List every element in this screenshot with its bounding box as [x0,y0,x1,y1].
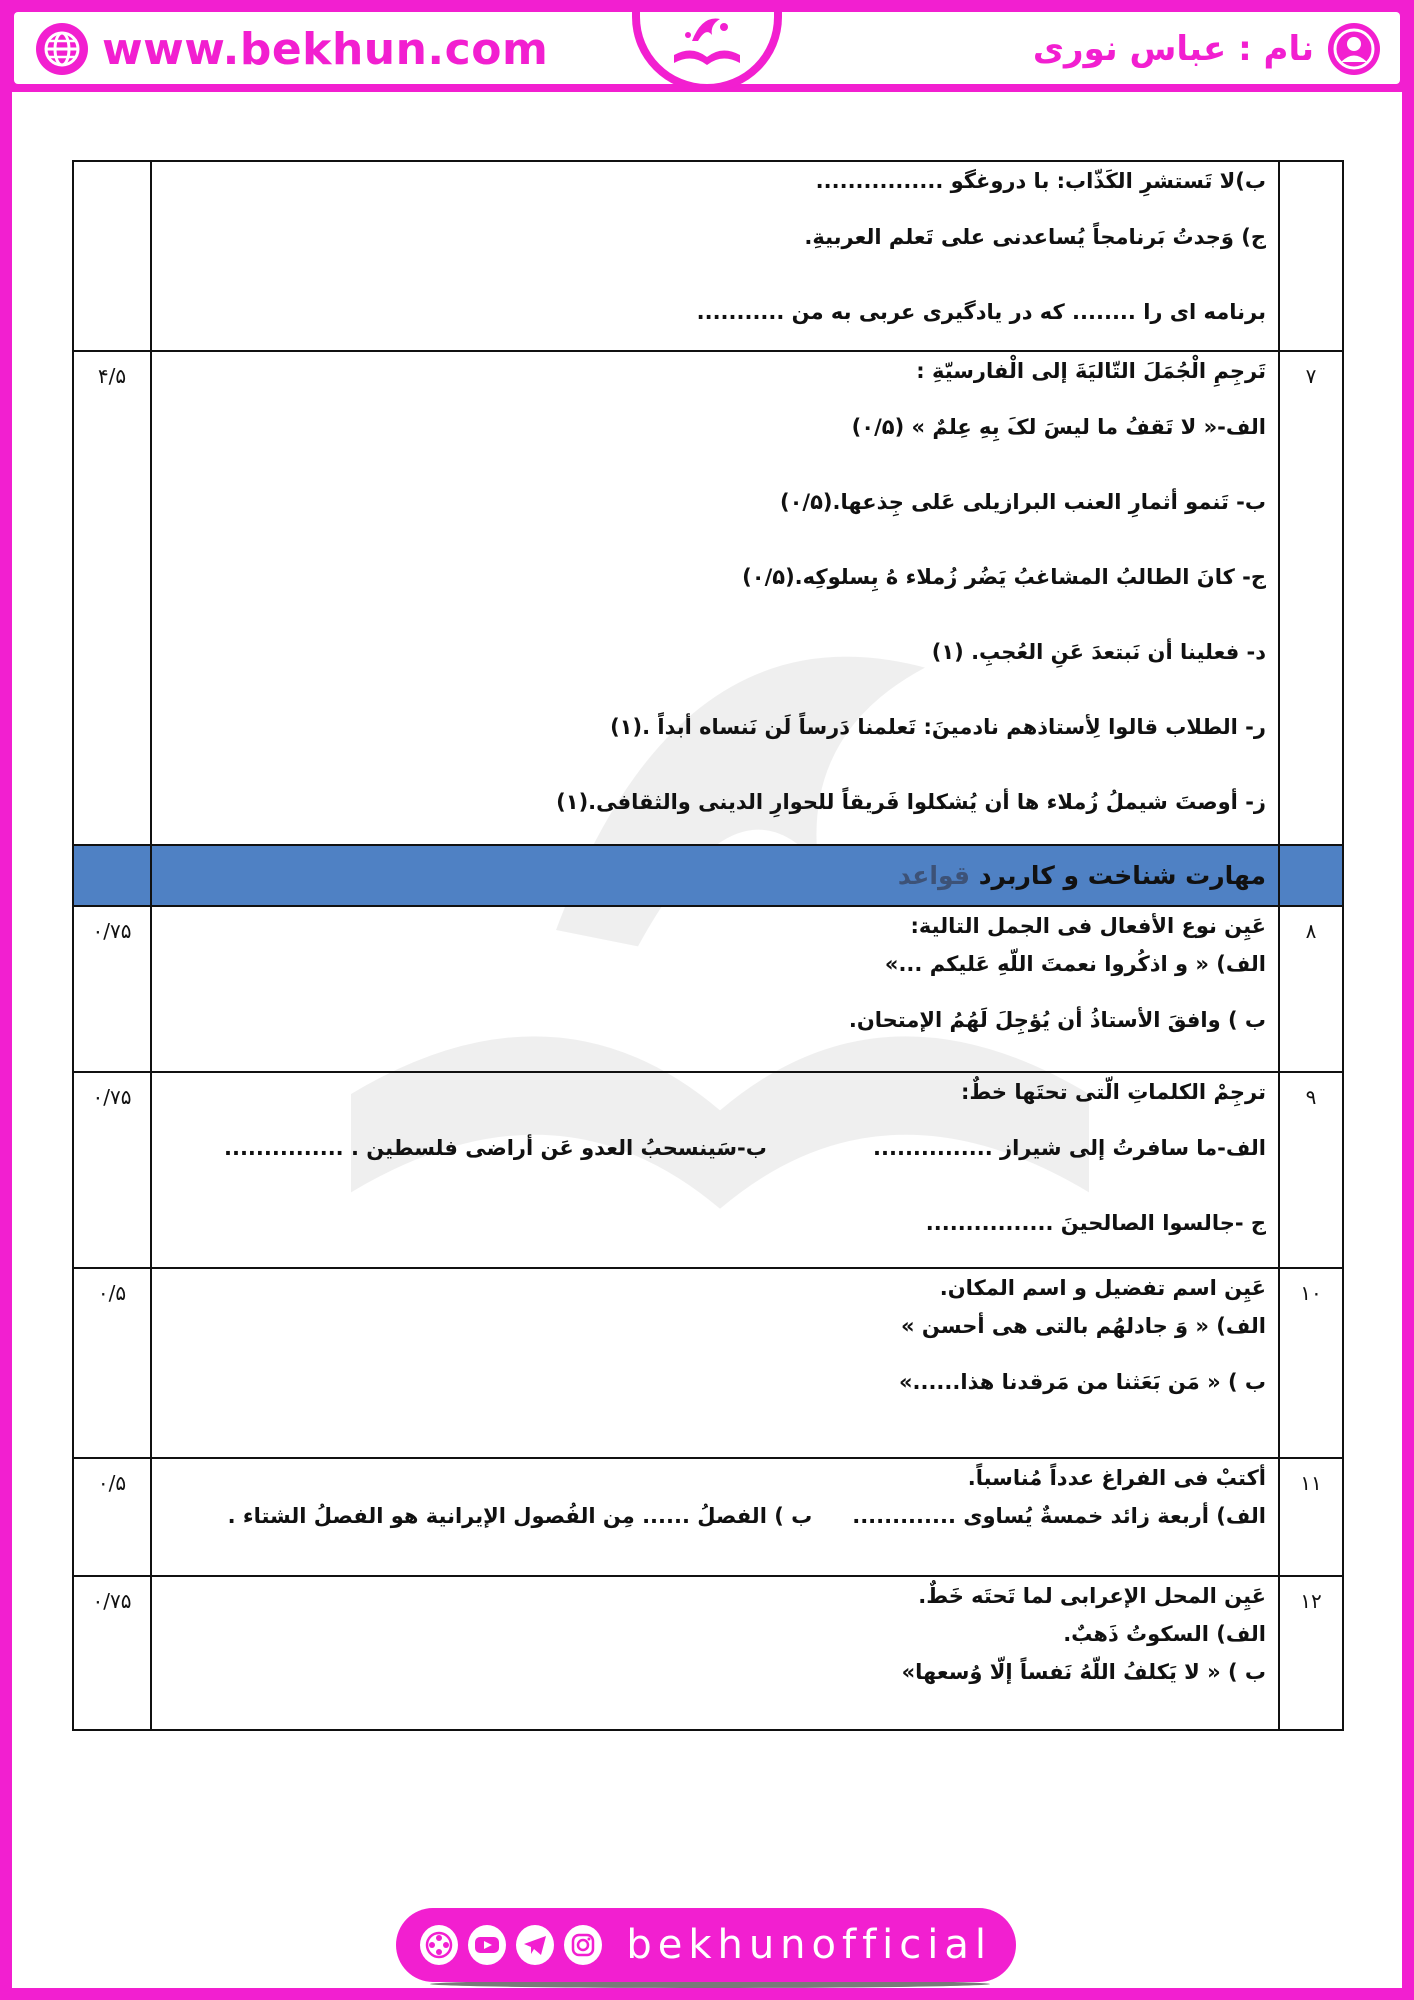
question-part-b: ب-سَینسحبُ العدو عَن أراضی فلسطین . ............... [224,1136,767,1161]
question-line: ج) وَجدتُ بَرنامجاً یُساعدنی علی تَعلم العربیةِ. [804,225,1266,250]
question-title: ترجِمْ الکلماتِ الّتی تحتَها خطٌ: [961,1079,1266,1104]
question-line [164,1111,1266,1186]
question-line: الف) السکوتُ ذَهبٌ. [1063,1621,1266,1646]
question-score: ۰/۵ [73,1458,151,1576]
question-content [151,1268,1279,1458]
section-title-text: مهارت شناخت و کاربرد [978,860,1266,890]
question-number: ۹ [1279,1072,1343,1268]
question-score: ۰/۵ [73,1268,151,1458]
question-score: ۰/۷۵ [73,1072,151,1268]
table-row [73,1268,1343,1458]
globe-icon [36,23,88,75]
table-row [73,161,1343,351]
question-score: ۰/۷۵ [73,1576,151,1730]
question-line: الف-« لا تَقفُ ما لیسَ لکَ بِهِ عِلمٌ » (۰/۵) [851,415,1266,440]
youtube-icon[interactable] [468,1925,506,1965]
section-cell-empty [73,845,151,906]
question-title: أکتبْ فی الفراغ عدداً مُناسباً. [967,1465,1266,1490]
aparat-icon[interactable] [420,1925,458,1965]
question-content [151,161,1279,351]
question-line [164,1497,1266,1535]
question-line: ب ) « مَن بَعَثنا من مَرقدنا هذا......» [898,1370,1266,1395]
table-row [73,906,1343,1072]
student-name [1033,22,1380,76]
question-part-b: ب ) الفصلُ ...... مِن الفُصول الإیرانیة هو الفصلُ الشتاء . [227,1503,813,1528]
section-title-suffix: قواعد [897,860,970,890]
section-title [151,845,1279,906]
question-title: عَیِن اسم تفضیل و اسم المکان. [939,1275,1266,1300]
question-number: ۱۲ [1279,1576,1343,1730]
question-content [151,351,1279,845]
question-score: ۴/۵ [73,351,151,845]
section-cell-empty [1279,845,1343,906]
table-row [73,1458,1343,1576]
telegram-icon[interactable] [516,1925,554,1965]
website-link[interactable] [36,22,548,76]
question-line: ب- تَنمو أثمارِ العنب البرازیلی عَلی جِذعها.(۰/۵) [780,490,1266,515]
question-content [151,1576,1279,1730]
exam-table [72,160,1344,1731]
question-content [151,1072,1279,1268]
question-part-a: الف-ما سافرتُ إلی شیراز ............... [873,1136,1266,1161]
question-line: ز- أوصتَ شیملُ زُملاء ها أن یُشکلوا فَریقاً للحوارِ الدینی والثقافی.(۱) [556,790,1266,815]
question-title: عَیِن نوع الأفعال فی الجمل التالیة: [910,913,1266,938]
question-content [151,906,1279,1072]
table-row [73,1072,1343,1268]
question-content [151,1458,1279,1576]
question-line: ب ) « لا یَکلفُ اللّهُ نَفساً إلّا وُسعها» [901,1659,1266,1684]
question-part-a: الف) أربعة زائد خمسةٌ یُساوی ............. [852,1503,1266,1528]
question-line: برنامه ای را ........ که در یادگیری عربی به من ........... [696,300,1266,325]
table-row [73,1576,1343,1730]
question-line: ج- کانَ الطالبُ المشاغبُ یَضُر زُملاء هُ بِسلوکِه.(۰/۵) [742,565,1266,590]
website-url: www.bekhun.com [102,23,549,75]
question-line: ر- الطلاب قالوا لِأستاذهم نادمینَ: تَعلمنا دَرساً لَن نَنساه أبداً .(۱) [610,715,1266,740]
name-label: نام : عباس نوری [1032,29,1314,69]
question-number: ۱۱ [1279,1458,1343,1576]
footer-social-bar [396,1908,1016,1982]
question-line: ب)لا تَستشرِ الکَذّاب: با دروغگو ................ [815,168,1266,193]
question-line: الف) « وَ جادلهُم بالتی هی أحسن » [901,1313,1266,1338]
table-row [73,351,1343,845]
book-logo-icon [662,5,752,79]
question-line: د- فعلینا أن نَبتعدَ عَنِ العُجبِ. (۱) [931,640,1266,665]
question-title: عَیِن المحل الإعرابی لما تَحتَه خَطٌ. [918,1583,1266,1608]
question-title: تَرجِمِ الْجُمَلَ التّالیَةَ إلی الْفارسیّةِ : [916,358,1266,383]
question-number: ۷ [1279,351,1343,845]
question-number: ۱۰ [1279,1268,1343,1458]
question-line: ب ) وافقَ الأستاذُ أن یُؤجِلَ لَهُمُ الإمتحان. [848,1008,1266,1033]
question-line: الف) « و اذکُروا نعمتَ اللّهِ عَلیکم ...» [884,951,1266,976]
question-number: ۸ [1279,906,1343,1072]
question-score: ۰/۷۵ [73,906,151,1072]
question-score [73,161,151,351]
user-icon [1328,23,1380,75]
social-handle[interactable]: bekhunofficial [626,1922,993,1968]
question-line: ج -جالسوا الصالحینَ ................ [925,1211,1266,1236]
section-header-row [73,845,1343,906]
question-number [1279,161,1343,351]
instagram-icon[interactable] [564,1925,602,1965]
